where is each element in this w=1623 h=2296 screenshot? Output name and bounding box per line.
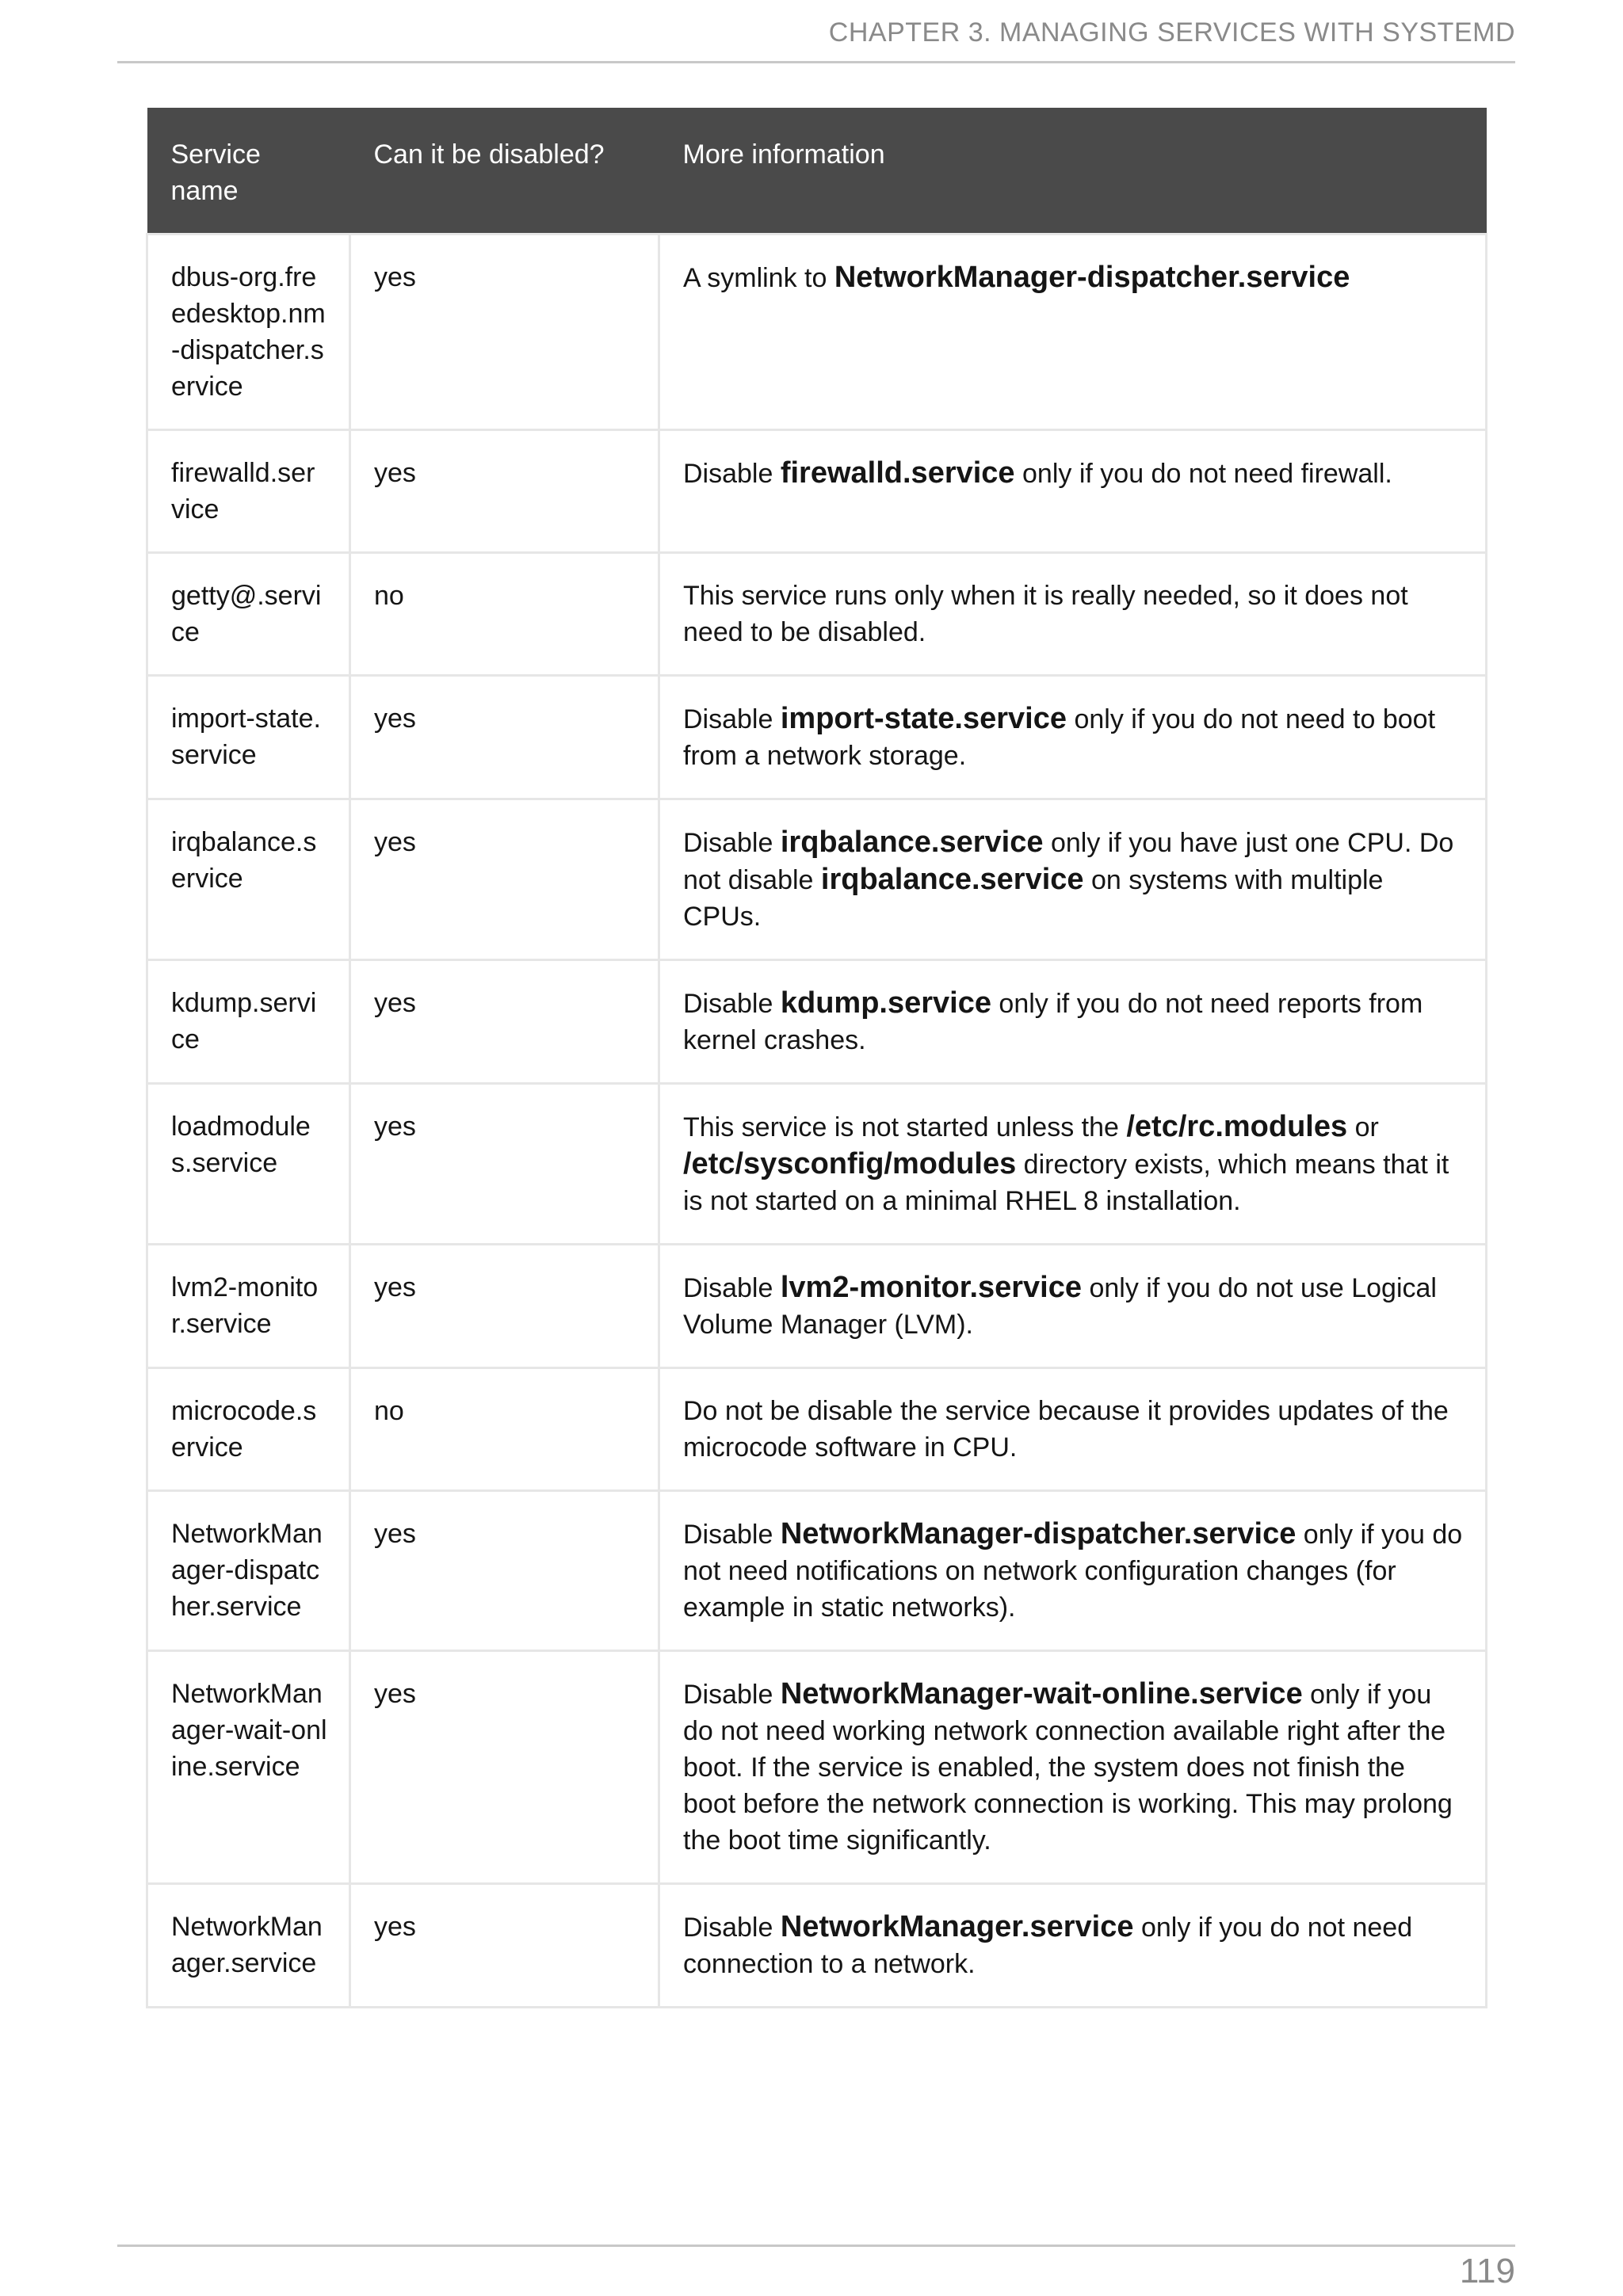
- more-information-cell: [659, 799, 1487, 960]
- info-text: A symlink to: [683, 263, 834, 293]
- info-text: This service is not started unless the: [683, 1112, 1127, 1142]
- info-text: directory exists, which means that it is not started on a minimal RHEL 8 installation.: [683, 1150, 1449, 1216]
- can-disable-cell: no: [350, 553, 659, 676]
- table-row: [147, 1651, 1487, 1884]
- table-row: [147, 1245, 1487, 1368]
- more-information-cell: [659, 960, 1487, 1084]
- more-information-cell: [659, 430, 1487, 553]
- service-name-cell: firewalld.service: [147, 430, 350, 553]
- more-information-cell: [659, 1491, 1487, 1651]
- info-text: Do not be disable the service because it provides updates of the microcode software in CPU.: [683, 1396, 1449, 1463]
- service-name-cell: NetworkManager-wait-online.service: [147, 1651, 350, 1884]
- service-code-reference: NetworkManager-dispatcher.service: [834, 261, 1350, 294]
- service-code-reference: lvm2-monitor.service: [780, 1271, 1083, 1304]
- can-disable-cell: yes: [350, 1651, 659, 1884]
- service-name-cell: dbus-org.freedesktop.nm-dispatcher.service: [147, 235, 350, 430]
- info-text: Disable: [683, 828, 781, 858]
- info-text: Disable: [683, 1520, 781, 1550]
- can-disable-cell: yes: [350, 1491, 659, 1651]
- services-table: [146, 108, 1487, 2008]
- can-disable-cell: yes: [350, 1245, 659, 1368]
- footer-divider: [117, 2245, 1515, 2247]
- services-table-container: [146, 108, 1485, 2008]
- more-information-cell: [659, 676, 1487, 799]
- service-code-reference: irqbalance.service: [820, 863, 1084, 896]
- service-code-reference: /etc/rc.modules: [1126, 1110, 1348, 1143]
- service-code-reference: import-state.service: [780, 702, 1067, 735]
- info-text: Disable: [683, 1913, 781, 1943]
- service-name-cell: loadmodules.service: [147, 1084, 350, 1245]
- more-information-cell: [659, 1884, 1487, 2008]
- can-disable-cell: yes: [350, 1084, 659, 1245]
- table-row: [147, 799, 1487, 960]
- running-header-chapter-title: CHAPTER 3. MANAGING SERVICES WITH SYSTEMD: [828, 17, 1515, 48]
- info-text: only if you do not use Logical Volume Manager (LVM).: [683, 1273, 1437, 1340]
- column-header-service-name: Service name: [147, 108, 350, 235]
- service-name-cell: NetworkManager.service: [147, 1884, 350, 2008]
- table-header-row: [147, 108, 1487, 235]
- column-header-more-information: More information: [659, 108, 1487, 235]
- service-code-reference: NetworkManager.service: [780, 1910, 1134, 1943]
- service-name-cell: kdump.service: [147, 960, 350, 1084]
- page-number: 119: [1459, 2252, 1515, 2290]
- service-name-cell: NetworkManager-dispatcher.service: [147, 1491, 350, 1651]
- service-code-reference: firewalld.service: [780, 456, 1015, 490]
- info-text: Disable: [683, 989, 781, 1019]
- info-text: This service runs only when it is really needed, so it does not need to be disabled.: [683, 581, 1408, 647]
- info-text: only if you do not need to boot from a network storage.: [683, 704, 1436, 771]
- more-information-cell: [659, 235, 1487, 430]
- table-header: [147, 108, 1487, 235]
- more-information-cell: [659, 1651, 1487, 1884]
- table-row: [147, 1084, 1487, 1245]
- can-disable-cell: yes: [350, 960, 659, 1084]
- service-code-reference: /etc/sysconfig/modules: [683, 1147, 1017, 1180]
- can-disable-cell: no: [350, 1368, 659, 1491]
- can-disable-cell: yes: [350, 430, 659, 553]
- column-header-can-disable: Can it be disabled?: [350, 108, 659, 235]
- table-row: [147, 676, 1487, 799]
- info-text: Disable: [683, 459, 781, 489]
- more-information-cell: [659, 553, 1487, 676]
- table-row: [147, 1491, 1487, 1651]
- info-text: Disable: [683, 1680, 781, 1710]
- info-text: only if you have just one CPU. Do not disable: [683, 828, 1454, 895]
- service-name-cell: irqbalance.service: [147, 799, 350, 960]
- table-row: [147, 553, 1487, 676]
- service-code-reference: NetworkManager-wait-online.service: [780, 1677, 1303, 1711]
- table-row: [147, 430, 1487, 553]
- service-code-reference: NetworkManager-dispatcher.service: [780, 1517, 1296, 1550]
- table-row: [147, 960, 1487, 1084]
- service-name-cell: import-state.service: [147, 676, 350, 799]
- info-text: only if you do not need notifications on network configuration changes (for example in static networks).: [683, 1520, 1463, 1623]
- can-disable-cell: yes: [350, 799, 659, 960]
- info-text: Disable: [683, 1273, 781, 1303]
- info-text: or: [1347, 1112, 1379, 1142]
- info-text: only if you do not need connection to a network.: [683, 1913, 1413, 1979]
- info-text: only if you do not need working network connection available right after the boot. If the service is enabled, the system does not finish the boot before the network connection is working. This may prolong the boot time significantly.: [683, 1680, 1453, 1855]
- info-text: only if you do not need firewall.: [1014, 459, 1392, 489]
- table-row: [147, 1884, 1487, 2008]
- header-divider: [117, 61, 1515, 63]
- more-information-cell: [659, 1084, 1487, 1245]
- service-name-cell: microcode.service: [147, 1368, 350, 1491]
- info-text: Disable: [683, 704, 781, 734]
- service-name-cell: getty@.service: [147, 553, 350, 676]
- service-code-reference: irqbalance.service: [780, 826, 1044, 859]
- can-disable-cell: yes: [350, 235, 659, 430]
- more-information-cell: [659, 1368, 1487, 1491]
- more-information-cell: [659, 1245, 1487, 1368]
- table-row: [147, 1368, 1487, 1491]
- can-disable-cell: yes: [350, 676, 659, 799]
- can-disable-cell: yes: [350, 1884, 659, 2008]
- info-text: on systems with multiple CPUs.: [683, 865, 1384, 932]
- info-text: only if you do not need reports from kernel crashes.: [683, 989, 1423, 1055]
- service-name-cell: lvm2-monitor.service: [147, 1245, 350, 1368]
- table-body: [147, 235, 1487, 2008]
- service-code-reference: kdump.service: [780, 986, 991, 1020]
- table-row: [147, 235, 1487, 430]
